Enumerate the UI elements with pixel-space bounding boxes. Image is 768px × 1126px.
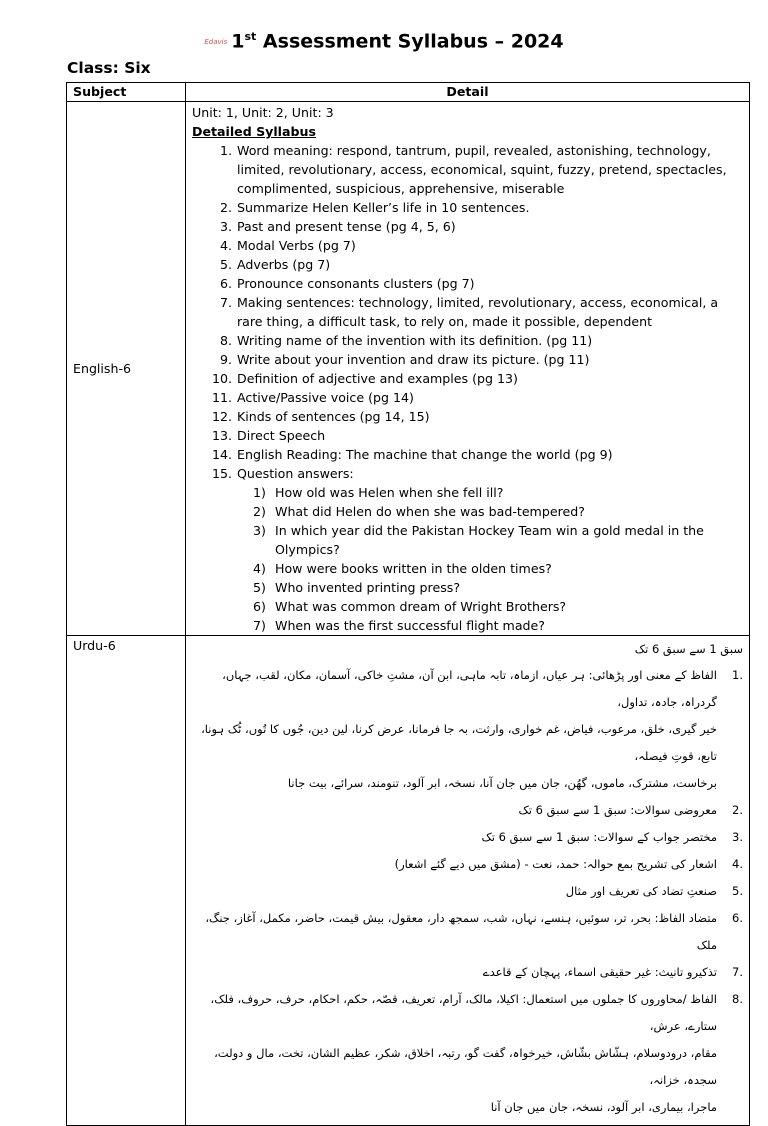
urdu-line: تذکیرو تانیث: غیر حقیقی اسماء، پہچان کے قاعدے xyxy=(482,965,717,979)
list-item-questions xyxy=(236,464,743,635)
list-item xyxy=(192,797,743,824)
list-item xyxy=(192,959,743,986)
list-item: 1. Word meaning: respond, tantrum, pupil, revealed, astonishing, technology, limited, revolutionary, access, economical, squint, fuzzy, pretend, spectacles, complimented, suspicious, apprehensive, miserable xyxy=(236,141,743,198)
title-number: 1 xyxy=(231,30,245,53)
questions-label: Question answers: xyxy=(237,466,354,481)
urdu-line: متضاد الفاظ: بحر، تر، سوئیں، ہنسے، نہاں، شب، سمجھ دار، معقول، بیش قیمت، حاضر، مکمل، آغاز، جنگ، ملک xyxy=(205,911,717,952)
list-item xyxy=(192,824,743,851)
subject-cell-english: English-6 xyxy=(67,102,186,636)
urdu-line: الفاظ /محاوروں کا جملوں میں استعمال: اکیلا، مالک، آرام، تعریف، قصّہ، حکم، احکام، حرف، حروف، فلک، ستارے، عرش، xyxy=(210,992,717,1033)
list-item xyxy=(192,986,743,1040)
table-header-row xyxy=(67,83,750,102)
item-number: 2. xyxy=(732,803,743,817)
english-topic-list xyxy=(192,141,743,635)
column-header-detail: Detail xyxy=(186,83,750,102)
question-item: Who invented printing press? xyxy=(275,580,461,595)
detail-cell-english xyxy=(186,102,750,636)
item-number: 6. xyxy=(732,911,743,925)
title-text: Assessment Syllabus – 2024 xyxy=(256,30,564,53)
item-number: 3. xyxy=(732,830,743,844)
table-row-urdu xyxy=(67,636,750,1126)
urdu-line: مختصر جواب کے سوالات: سبق 1 سے سبق 6 تک xyxy=(481,830,717,844)
list-item: 12. Kinds of sentences (pg 14, 15) xyxy=(236,407,743,426)
urdu-syllabus xyxy=(192,636,743,1121)
list-item xyxy=(192,662,743,716)
urdu-line: ماجرا، بیماری، ابر آلود، نسخہ، جان میں جان آنا xyxy=(490,1100,717,1114)
urdu-line: معروضی سوالات: سبق 1 سے سبق 6 تک xyxy=(518,803,717,817)
class-label: Class: Six xyxy=(67,59,151,77)
question-item: In which year did the Pakistan Hockey Team win a gold medal in the Olympics? xyxy=(275,523,704,557)
column-header-subject: Subject xyxy=(67,83,186,102)
urdu-line: برخاست، مشترک، ماموں، گھُن، جان میں جان آنا، نسخہ، ابر آلود، تنومند، سرائے، بیت جانا xyxy=(287,776,717,790)
detail-cell-urdu xyxy=(186,636,750,1126)
urdu-heading: سبق 1 سے سبق 6 تک xyxy=(634,642,743,656)
question-item: When was the first successful flight made? xyxy=(275,618,545,633)
urdu-line: اشعار کی تشریح بمع حوالہ: حمد، نعت - (مشق میں دیے گئے اشعار) xyxy=(394,857,717,871)
school-logo: Edavis xyxy=(204,37,228,46)
list-item: 4. Modal Verbs (pg 7) xyxy=(236,236,743,255)
urdu-line: مقام، درودوسلام، ہشّاش بشّاش، خیرخواہ، گفت گو، رتبہ، اخلاق، شکر، عظیم الشان، تخت، مال و دولت، سجدہ، خزانہ، xyxy=(214,1046,717,1087)
list-item: 7. Making sentences: technology, limited, revolutionary, access, economical, a rare thing, a difficult task, to rely on, made it possible, dependent xyxy=(236,293,743,331)
units-line: Unit: 1, Unit: 2, Unit: 3 xyxy=(192,105,334,120)
list-item: 8. Writing name of the invention with its definition. (pg 11) xyxy=(236,331,743,350)
urdu-line: صنعتِ تضاد کی تعریف اور مثال xyxy=(565,884,717,898)
item-number: 5. xyxy=(732,884,743,898)
list-item xyxy=(192,905,743,959)
question-item: How old was Helen when she fell ill? xyxy=(275,485,504,500)
list-item: 2. Summarize Helen Keller’s life in 10 sentences. xyxy=(236,198,743,217)
item-number: 4. xyxy=(732,857,743,871)
list-item xyxy=(192,851,743,878)
list-item xyxy=(192,878,743,905)
urdu-line: الفاظ کے معنی اور پڑھائی: ہر عیاں، ازماہ، تابہ ماہی، ابن آن، مشتِ خاکی، آسمان، مکان، لقب، جہاں، گردراہ، جادہ، تداول، xyxy=(222,668,717,709)
question-item: How were books written in the olden times? xyxy=(275,561,552,576)
item-number: 7. xyxy=(732,965,743,979)
list-item: 6. Pronounce consonants clusters (pg 7) xyxy=(236,274,743,293)
question-item: What was common dream of Wright Brothers? xyxy=(275,599,567,614)
syllabus-table xyxy=(66,82,750,1126)
list-item: 11. Active/Passive voice (pg 14) xyxy=(236,388,743,407)
urdu-line: خیر گیری، خلق، مرعوب، فیاض، غم خواری، وارثت، بہ جا فرمانا، عرض کرنا، لین دین، جُوں کا تُوں، ٹُک ہونا، تابع، قوتِ فیصلہ، xyxy=(201,722,717,763)
list-item: 10. Definition of adjective and examples (pg 13) xyxy=(236,369,743,388)
list-item: 14. English Reading: The machine that change the world (pg 9) xyxy=(236,445,743,464)
item-number: 1. xyxy=(732,668,743,682)
item-number: 8. xyxy=(732,992,743,1006)
list-item: 5. Adverbs (pg 7) xyxy=(236,255,743,274)
list-item: 13. Direct Speech xyxy=(236,426,743,445)
detailed-syllabus-heading: Detailed Syllabus xyxy=(192,124,316,139)
question-item: What did Helen do when she was bad-tempered? xyxy=(275,504,585,519)
list-item: 9. Write about your invention and draw its picture. (pg 11) xyxy=(236,350,743,369)
title-ordinal: st xyxy=(244,30,257,43)
table-row-english xyxy=(67,102,750,636)
list-item: 3. Past and present tense (pg 4, 5, 6) xyxy=(236,217,743,236)
question-list xyxy=(237,483,743,635)
subject-cell-urdu: Urdu-6 xyxy=(67,636,186,1126)
page-title xyxy=(0,30,768,52)
